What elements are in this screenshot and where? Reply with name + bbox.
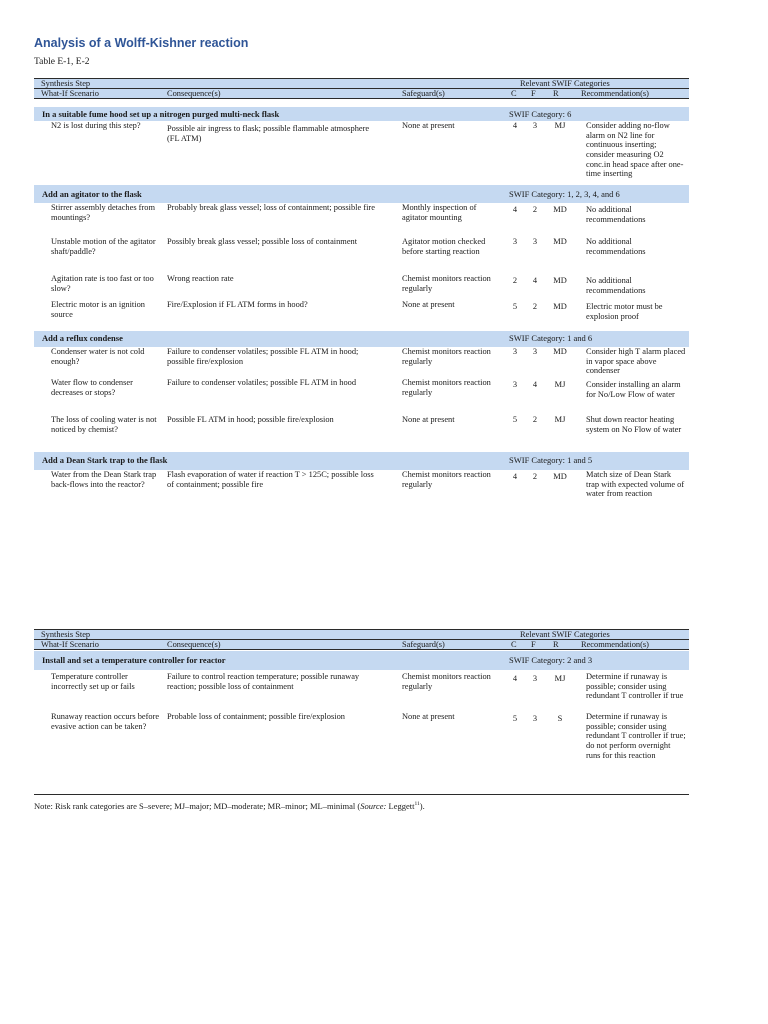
table-row bbox=[34, 237, 689, 274]
consequence-cell: Wrong reaction rate bbox=[167, 274, 234, 283]
section-header bbox=[34, 651, 689, 670]
section-header bbox=[34, 331, 689, 347]
recommendation-cell: Match size of Dean Stark trap with expected volume of water from reaction bbox=[586, 470, 685, 499]
safeguard-cell: Chemist monitors reaction regularly bbox=[402, 470, 491, 489]
document-title: Analysis of a Wolff-Kishner reaction bbox=[34, 36, 249, 50]
section-swif-category: SWIF Category: 6 bbox=[509, 109, 572, 119]
section-swif-category: SWIF Category: 2 and 3 bbox=[509, 655, 593, 665]
section-swif-category: SWIF Category: 1, 2, 3, 4, and 6 bbox=[509, 189, 620, 199]
c-cell: 5 bbox=[512, 714, 518, 723]
table-row bbox=[34, 121, 689, 185]
f-cell: 2 bbox=[532, 205, 538, 214]
recommendation-cell: Consider high T alarm placed in vapor space above condenser bbox=[586, 347, 686, 376]
consequence-cell: Possibly break glass vessel; possible loss of containment bbox=[167, 237, 358, 246]
r-cell: MD bbox=[553, 347, 567, 356]
r-cell: MJ bbox=[554, 415, 566, 424]
what-if-cell: Unstable motion of the agitator shaft/paddle? bbox=[51, 237, 156, 256]
what-if-cell: Agitation rate is too fast or too slow? bbox=[51, 274, 154, 293]
safeguard-cell: None at present bbox=[402, 712, 455, 721]
safeguard-cell: Monthly inspection of agitator mounting bbox=[402, 203, 477, 222]
r-cell: MJ bbox=[554, 674, 566, 683]
footnote-source-label: Source: bbox=[360, 801, 387, 811]
header-c: C bbox=[511, 89, 517, 98]
consequence-cell: Failure to control reaction temperature; possible runaway reaction; possible loss of containment bbox=[167, 672, 360, 691]
what-if-cell: Water from the Dean Stark trap back-flows into the reactor? bbox=[51, 470, 157, 489]
consequence-cell: Failure to condenser volatiles; possible FL ATM in hood; possible fire/explosion bbox=[167, 347, 359, 366]
table-row bbox=[34, 415, 689, 452]
header-safeguards: Safeguard(s) bbox=[402, 640, 445, 649]
header-c: C bbox=[511, 640, 517, 649]
footnote-reference: 11 bbox=[414, 801, 420, 808]
c-cell: 5 bbox=[512, 302, 518, 311]
header-recommendations: Recommendation(s) bbox=[581, 89, 649, 98]
what-if-cell: Water flow to condenser decreases or stops? bbox=[51, 378, 133, 397]
table-row bbox=[34, 203, 689, 237]
table-row bbox=[34, 378, 689, 415]
c-cell: 4 bbox=[512, 674, 518, 683]
recommendation-cell: Electric motor must be explosion proof bbox=[586, 302, 663, 321]
recommendation-cell: Determine if runaway is possible; consider using redundant T controller if true; do not perform overnight runs for this reaction bbox=[586, 712, 686, 760]
what-if-cell: Temperature controller incorrectly set up or fails bbox=[51, 672, 135, 691]
section-header bbox=[34, 185, 689, 203]
r-cell: MJ bbox=[554, 380, 566, 389]
table-reference: Table E-1, E-2 bbox=[34, 57, 90, 67]
consequence-cell: Failure to condenser volatiles; possible FL ATM in hood bbox=[167, 378, 357, 387]
c-cell: 3 bbox=[512, 347, 518, 356]
f-cell: 3 bbox=[532, 121, 538, 130]
recommendation-cell: No additional recommendations bbox=[586, 276, 646, 295]
section-header bbox=[34, 452, 689, 470]
what-if-cell: The loss of cooling water is not noticed by chemist? bbox=[51, 415, 157, 434]
r-cell: MD bbox=[553, 237, 567, 246]
r-cell: S bbox=[557, 714, 563, 723]
header-safeguards: Safeguard(s) bbox=[402, 89, 445, 98]
section-swif-category: SWIF Category: 1 and 6 bbox=[509, 333, 593, 343]
header-consequences: Consequence(s) bbox=[167, 89, 221, 98]
safeguard-cell: None at present bbox=[402, 300, 455, 309]
what-if-cell: Stirrer assembly detaches from mountings? bbox=[51, 203, 155, 222]
c-cell: 3 bbox=[512, 237, 518, 246]
consequence-cell: Possible FL ATM in hood; possible fire/explosion bbox=[167, 415, 334, 424]
what-if-cell: Condenser water is not cold enough? bbox=[51, 347, 145, 366]
header-what-if: What-If Scenario bbox=[41, 89, 99, 98]
what-if-cell: N2 is lost during this step? bbox=[51, 121, 141, 130]
what-if-cell: Electric motor is an ignition source bbox=[51, 300, 145, 319]
header-r: R bbox=[553, 89, 559, 98]
safeguard-cell: Chemist monitors reaction regularly bbox=[402, 378, 491, 397]
r-cell: MD bbox=[553, 302, 567, 311]
header-relevant-swif: Relevant SWIF Categories bbox=[520, 630, 610, 639]
recommendation-cell: Consider installing an alarm for No/Low Flow of water bbox=[586, 380, 681, 399]
f-cell: 2 bbox=[532, 415, 538, 424]
consequence-cell: Flash evaporation of water if reaction T > 125C; possible loss of containment; possible fire bbox=[167, 470, 374, 489]
recommendation-cell: Shut down reactor heating system on No Flow of water bbox=[586, 415, 682, 434]
r-cell: MD bbox=[553, 205, 567, 214]
f-cell: 3 bbox=[532, 714, 538, 723]
r-cell: MD bbox=[553, 276, 567, 285]
header-synthesis-step: Synthesis Step bbox=[41, 79, 91, 88]
section-step: Add an agitator to the flask bbox=[42, 189, 142, 199]
section-step: Install and set a temperature controller for reactor bbox=[42, 655, 226, 665]
section-step: In a suitable fume hood set up a nitrogen purged multi-neck flask bbox=[42, 109, 280, 119]
table-header bbox=[34, 629, 689, 650]
header-what-if: What-If Scenario bbox=[41, 640, 99, 649]
f-cell: 3 bbox=[532, 347, 538, 356]
what-if-table-1 bbox=[34, 78, 689, 510]
f-cell: 4 bbox=[532, 380, 538, 389]
r-cell: MD bbox=[553, 472, 567, 481]
header-relevant-swif: Relevant SWIF Categories bbox=[520, 79, 610, 88]
section-step: Add a Dean Stark trap to the flask bbox=[42, 455, 168, 465]
footnote bbox=[34, 801, 425, 811]
consequence-cell: Probable loss of containment; possible fire/explosion bbox=[167, 712, 345, 721]
c-cell: 4 bbox=[512, 121, 518, 130]
what-if-cell: Runaway reaction occurs before evasive action can be taken? bbox=[51, 712, 160, 731]
safeguard-cell: None at present bbox=[402, 415, 455, 424]
footnote-divider bbox=[34, 794, 689, 795]
f-cell: 2 bbox=[532, 302, 538, 311]
f-cell: 4 bbox=[532, 276, 538, 285]
safeguard-cell: Chemist monitors reaction regularly bbox=[402, 672, 491, 691]
header-consequences: Consequence(s) bbox=[167, 640, 221, 649]
recommendation-cell: Determine if runaway is possible; consider using redundant T controller if true bbox=[586, 672, 684, 701]
section-swif-category: SWIF Category: 1 and 5 bbox=[509, 455, 593, 465]
what-if-table-2 bbox=[34, 629, 689, 772]
f-cell: 3 bbox=[532, 674, 538, 683]
recommendation-cell: No additional recommendations bbox=[586, 205, 646, 224]
header-synthesis-step: Synthesis Step bbox=[41, 630, 91, 639]
consequence-cell: Possible air ingress to flask; possible flammable atmosphere (FL ATM) bbox=[167, 124, 370, 143]
recommendation-cell: No additional recommendations bbox=[586, 237, 646, 256]
header-f: F bbox=[531, 640, 536, 649]
c-cell: 5 bbox=[512, 415, 518, 424]
table-row bbox=[34, 712, 689, 772]
safeguard-cell: Agitator motion checked before starting reaction bbox=[402, 237, 486, 256]
c-cell: 3 bbox=[512, 380, 518, 389]
table-row bbox=[34, 274, 689, 300]
section-header bbox=[34, 107, 689, 121]
header-recommendations: Recommendation(s) bbox=[581, 640, 649, 649]
footnote-suffix: ). bbox=[419, 801, 425, 811]
f-cell: 2 bbox=[532, 472, 538, 481]
r-cell: MJ bbox=[554, 121, 566, 130]
c-cell: 2 bbox=[512, 276, 518, 285]
table-row bbox=[34, 672, 689, 712]
c-cell: 4 bbox=[512, 472, 518, 481]
safeguard-cell: Chemist monitors reaction regularly bbox=[402, 274, 491, 293]
table-row bbox=[34, 470, 689, 510]
section-step: Add a reflux condense bbox=[42, 333, 123, 343]
table-row bbox=[34, 300, 689, 331]
consequence-cell: Fire/Explosion if FL ATM forms in hood? bbox=[167, 300, 308, 309]
header-f: F bbox=[531, 89, 536, 98]
consequence-cell: Probably break glass vessel; loss of containment; possible fire bbox=[167, 203, 375, 212]
safeguard-cell: None at present bbox=[402, 121, 455, 130]
footnote-text: Note: Risk rank categories are S–severe; MJ–major; MD–moderate; MR–minor; ML–minimal ( bbox=[34, 801, 361, 811]
recommendation-cell: Consider adding no-flow alarm on N2 line for continuous inserting; consider measuring O2 conc.in head space after one-time inserting bbox=[586, 121, 684, 179]
header-r: R bbox=[553, 640, 559, 649]
footnote-source-name: Leggett bbox=[386, 801, 415, 811]
table-header bbox=[34, 78, 689, 99]
safeguard-cell: Chemist monitors reaction regularly bbox=[402, 347, 491, 366]
c-cell: 4 bbox=[512, 205, 518, 214]
table-row bbox=[34, 347, 689, 378]
f-cell: 3 bbox=[532, 237, 538, 246]
